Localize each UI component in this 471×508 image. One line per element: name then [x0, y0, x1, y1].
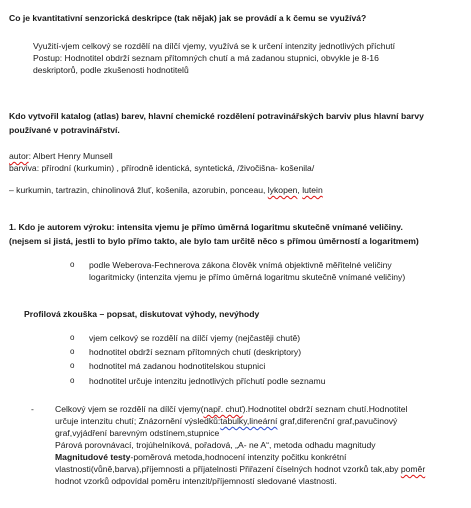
dyes-list-separator: , [297, 185, 303, 195]
dash-line-6-sq: poměr [400, 464, 426, 474]
dash-line-5-rest: -poměrová metoda,hodnocení intenzity počitku konkrétní [130, 452, 347, 462]
dyes-list-main: – kurkumin, tartrazin, chinolinová žluť, košenila, azorubin, ponceau, [9, 185, 268, 195]
bullet-4: o hodnotitel určuje intenzitu jednotlivých příchutí podle seznamu [89, 375, 325, 387]
bullet-2: o hodnotitel obdrží seznam přítomných chutí (deskriptory) [89, 346, 301, 358]
dash-line-1 [55, 403, 465, 415]
question-4-title: Profilová zkouška – popsat, diskutovat výhody, nevýhody [24, 309, 260, 319]
answer-1-line-1: Využití-vjem celkový se rozdělí na dílčí vjemy, využívá se k určení intenzity jednotlivých příchutí [33, 41, 396, 51]
answer-3-line-1: o podle Weberova-Fechnerova zákona člověk vnímá objektivně měřitelné veličiny [89, 260, 392, 270]
answer-3-bullet [89, 259, 405, 283]
question-3-title-line-2: (nejsem si jistá, jestli to bylo přímo takto, ale bylo tam určitě něco s přímou úměrností a logaritmem) [9, 236, 419, 246]
question-2-title-line-1: Kdo vytvořil katalog (atlas) barev, hlavní chemické rozdělení potravinářských barviv plus hlavní barvy [9, 111, 424, 121]
dash-line-2-b: graf,diferenční graf,pavučinový [277, 416, 398, 426]
dash-line-4: Párová porovnávací, trojúhelníková, pořadová, „A- ne A“, metoda odhadu magnitudy [55, 440, 376, 450]
bullet-3: o hodnotitel má zadanou hodnotitelskou stupnici [89, 360, 265, 372]
dash-line-6 [55, 463, 465, 475]
dyes-list-lykopen: lykopen [267, 185, 298, 195]
dash-line-2 [55, 415, 465, 427]
question-3-title-line-1: 1. Kdo je autorem výroku: intensita vjemu je přímo úměrná logaritmu skutečně vnímané veličiny. [9, 222, 403, 232]
dash-line-2-sq: tabulky,lineární [220, 416, 278, 426]
answer-1-line-3: deskriptorů, podle zkušenosti hodnotitelů [33, 65, 189, 75]
answer-1-line-2: Postup: Hodnotitel obdrží seznam přítomných chutí a má zadanou stupnici, obvykle je 8-16 [33, 53, 379, 63]
dash-line-1-b: ).Hodnotitel obdrží seznam chutí.Hodnotitel [242, 404, 408, 414]
dash-line-2-a: určuje intenzitu chutí; Znázornění výsledků: [55, 416, 221, 426]
dyes-list-lutein: lutein [302, 185, 323, 195]
bullet-1: o vjem celkový se rozdělí na dílčí vjemy (nejčastěji chutě) [89, 332, 300, 344]
question-2-title-line-2: používané v potravinářství. [9, 125, 120, 135]
dyes-line: barviva: přírodní (kurkumin) , přírodně identická, syntetická, /živočišna- košenila/ [9, 163, 315, 173]
dash-line-6-a: vlastnosti(vůně,barva),příjemnosti a příjatelnosti Přiřazení číselných hodnot vzorků tak,aby [55, 464, 401, 474]
author-label: autor [9, 151, 29, 161]
dash-line-1-a: Celkový vjem se rozdělí na dílčí vjemy( [55, 404, 204, 414]
author-line [9, 150, 113, 162]
dash-line-3: graf,vyjádření barevným odstínem,stupnice [55, 428, 220, 438]
dash-line-5 [55, 451, 465, 463]
dyes-list [9, 184, 323, 196]
dash-line-5-bold: Magnitudové testy [55, 452, 131, 462]
dash-line-7: hodnot vzorků odpovídal poměru intenzit/příjemností sledované vlastnosti. [55, 476, 337, 486]
question-1-title: Co je kvantitativní senzorická deskripce (tak nějak) jak se provádí a k čemu se využívá? [9, 13, 367, 23]
dash-paragraph [55, 403, 465, 487]
author-name: : Albert Henry Munsell [28, 151, 113, 161]
dash-line-1-sq: např. chuť [203, 404, 243, 414]
answer-3-line-2: logaritmicky (intenzita vjemu je přímo úměrná logaritmu skutečně vnímané veličiny) [89, 272, 406, 282]
